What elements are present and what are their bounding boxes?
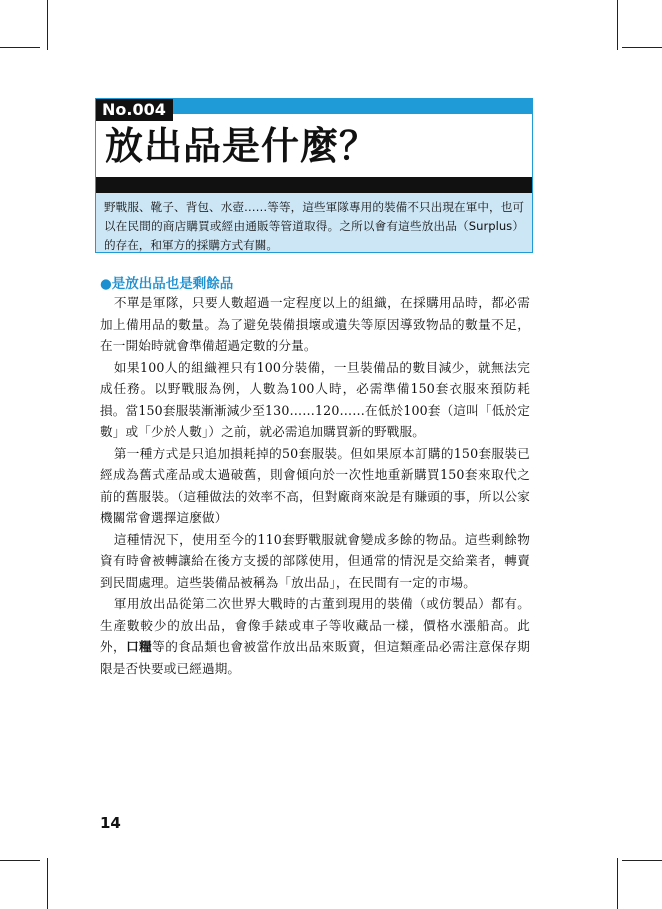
- paragraph: 如果100人的組織裡只有100分裝備，一旦裝備品的數目減少，就無法完成任務。以野戰服為例，人數為100人時，必需準備150套衣服來預防耗損。當150套服裝漸漸減少至130……120……在低於100套（這叫「低於定數」或「少於人數」）之前，就必需追加購買新的野戰服。: [100, 359, 530, 439]
- header-accent-bar: [173, 99, 532, 114]
- section-heading: ●是放出品也是剩餘品: [100, 276, 234, 292]
- topic-header: [95, 98, 533, 253]
- paragraph-text: 軍用放出品從第二次世界大戰時的古董到現用的裝備（或仿製品）都有。生產數較少的放出品，會像手錶或車子等收藏品一樣，價格水漲船高。此外，: [100, 596, 530, 654]
- page-title: 放出品是什麼？: [105, 124, 379, 168]
- paragraph: 不單是軍隊，只要人數超過一定程度以上的組織，在採購用品時，都必需加上備用品的數量。為了避免裝備損壞或遺失等原因導致物品的數量不足，在一開始時就會準備超過定數的分量。: [100, 295, 530, 353]
- crop-mark: [47, 0, 48, 50]
- paragraph-text: 等的食品類也會被當作放出品來販賣，但這類產品必需注意保存期限是否快要或已經過期。: [100, 639, 530, 676]
- crop-mark: [622, 47, 662, 48]
- crop-mark: [622, 860, 662, 861]
- crop-mark: [0, 860, 40, 861]
- crop-mark: [617, 858, 618, 909]
- header-divider-band: [96, 177, 532, 193]
- paragraph: 第一種方式是只追加損耗掉的50套服裝。但如果原本訂購的150套服裝已經成為舊式產品或太過破舊，則會傾向於一次性地重新購買150套來取代之前的舊服裝。（這種做法的效率不高，但對廠商來說是有賺頭的事，所以公家機關常會選擇這麼做）: [100, 445, 530, 525]
- topic-number: No.004: [96, 99, 173, 121]
- body-text: [100, 292, 530, 679]
- crop-mark: [617, 0, 618, 50]
- summary-box: 野戰服、靴子、背包、水壺……等等，這些軍隊專用的裝備不只出現在軍中，也可以在民間的商店購買或經由通販等管道取得。之所以會有這些放出品（Surplus）的存在，和軍方的採購方式有關。: [96, 193, 532, 252]
- bold-term: 口糧: [126, 639, 153, 654]
- paragraph: 這種情況下，使用至今的110套野戰服就會變成多餘的物品。這些剩餘物資有時會被轉讓給在後方支援的部隊使用，但通常的情況是交給業者，轉賣到民間處理。這些裝備品被稱為「放出品」，在民間有一定的市場。: [100, 531, 530, 590]
- paragraph: [100, 593, 530, 679]
- crop-mark: [47, 858, 48, 909]
- page-number: 14: [100, 814, 121, 832]
- crop-mark: [0, 47, 40, 48]
